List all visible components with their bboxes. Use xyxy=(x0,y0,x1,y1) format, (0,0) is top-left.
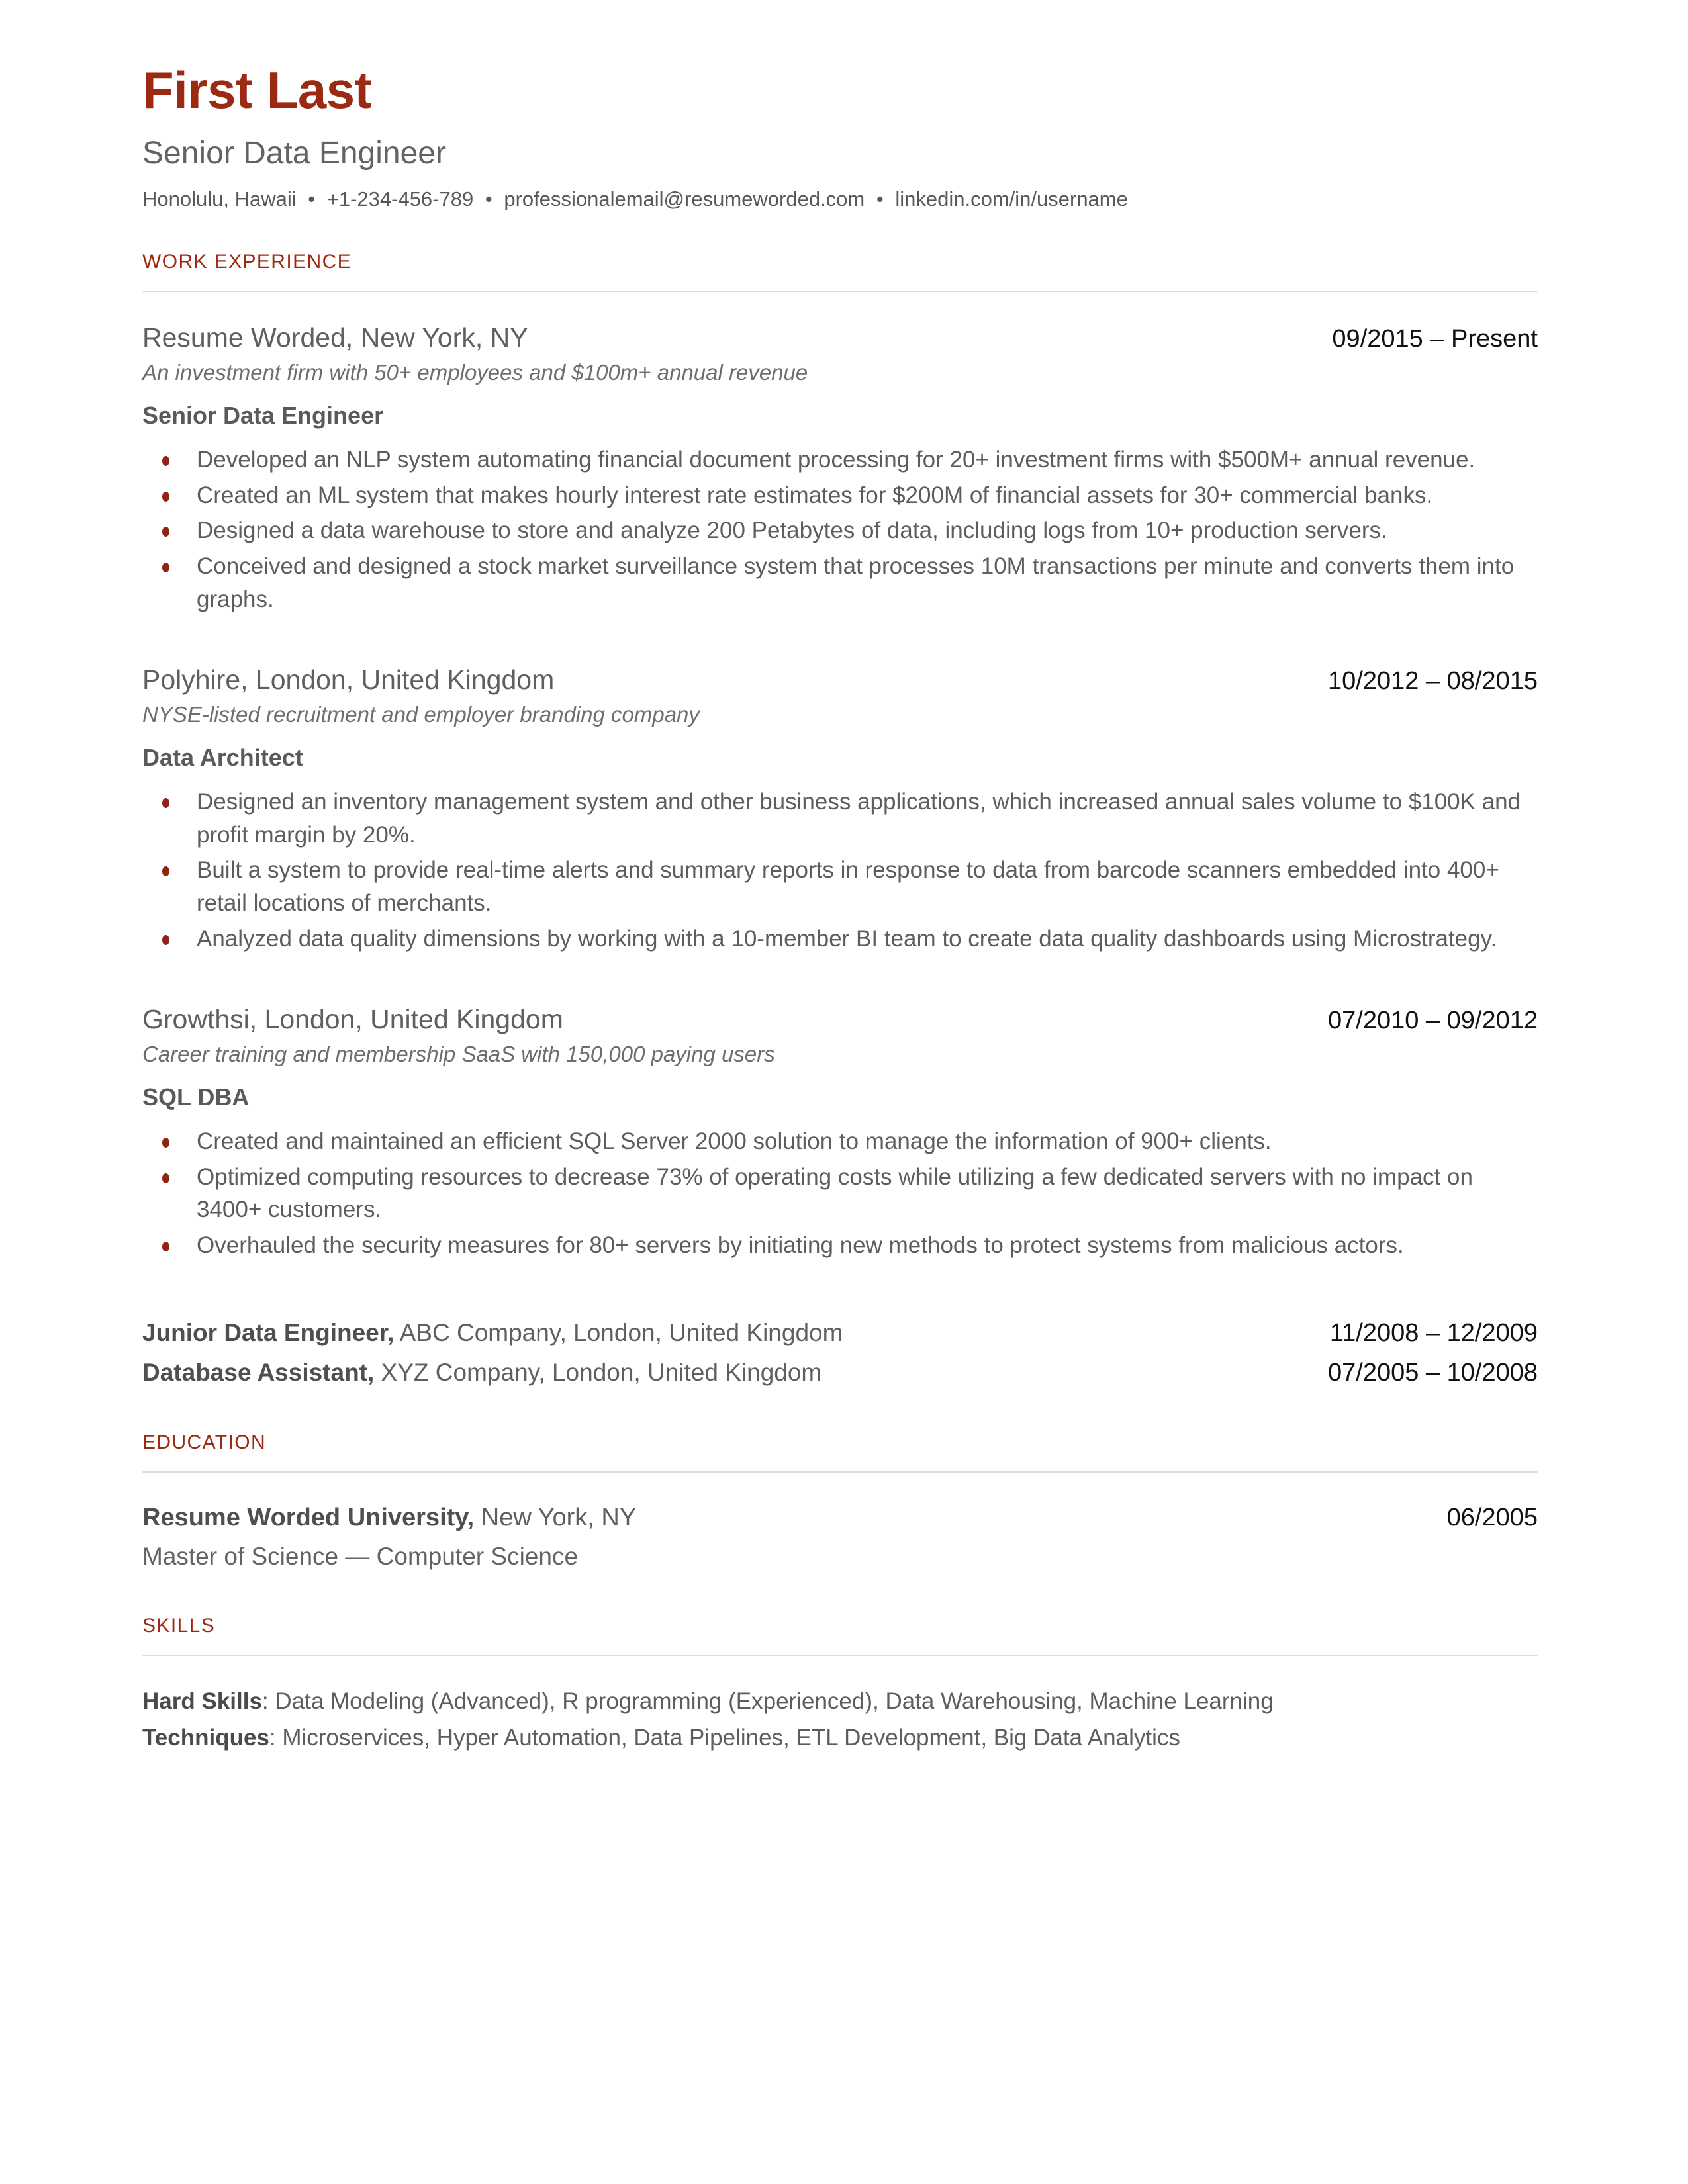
job-bullet-text: Designed a data warehouse to store and analyze 200 Petabytes of data, including logs from 10+ production servers. xyxy=(197,518,1387,544)
spacer xyxy=(142,1572,1538,1615)
job-title: Junior Data Engineer, xyxy=(142,1318,395,1346)
job-company: Polyhire, London, United Kingdom xyxy=(142,664,555,696)
section-divider xyxy=(142,1655,1538,1656)
bullet-dot-icon xyxy=(162,935,169,945)
contact-phone: +1-234-456-789 xyxy=(326,187,474,211)
job-dates: 09/2015 – Present xyxy=(1332,325,1538,353)
contact-separator-icon: • xyxy=(485,187,492,211)
job-bullet-list xyxy=(142,1125,1538,1262)
contact-separator-icon: • xyxy=(308,187,316,211)
education-date: 06/2005 xyxy=(1446,1503,1538,1531)
job-dates: 10/2012 – 08/2015 xyxy=(1328,667,1538,696)
job-bullet xyxy=(142,1161,1538,1226)
education-degree: Master of Science — Computer Science xyxy=(142,1543,579,1570)
job-company: Growthsi, London, United Kingdom xyxy=(142,1004,563,1035)
bullet-dot-icon xyxy=(162,563,169,572)
job-company: Resume Worded, New York, NY xyxy=(142,322,528,353)
spacer xyxy=(142,966,1538,1003)
contact-separator-icon: • xyxy=(876,187,884,211)
job-bullet-text: Created an ML system that makes hourly interest rate estimates for $200M of financial assets for 30+ commercial banks. xyxy=(197,482,1433,508)
spacer xyxy=(142,626,1538,663)
job-header-row xyxy=(142,1003,1538,1036)
job-bullet xyxy=(142,550,1538,615)
spacer xyxy=(142,1273,1538,1310)
skill-values: : Microservices, Hyper Automation, Data Pipelines, ETL Development, Big Data Analytics xyxy=(269,1724,1180,1751)
job-header-row xyxy=(142,321,1538,355)
job-bullet xyxy=(142,854,1538,919)
section-heading-work-experience: WORK EXPERIENCE xyxy=(142,251,352,273)
spacer xyxy=(142,1389,1538,1432)
job-bullet xyxy=(142,923,1538,956)
job-bullet-text: Optimized computing resources to decrease 73% of operating costs while utilizing a few dedicated servers with no impact on 3400+ customers. xyxy=(197,1163,1473,1223)
job-bullet-text: Created and maintained an efficient SQL Server 2000 solution to manage the information of 900+ clients. xyxy=(197,1128,1272,1155)
contact-linkedin[interactable]: linkedin.com/in/username xyxy=(895,187,1128,211)
skill-row xyxy=(142,1721,1538,1755)
job-header-row xyxy=(142,663,1538,697)
bullet-dot-icon xyxy=(162,1242,169,1251)
job-dates: 11/2008 – 12/2009 xyxy=(1329,1318,1538,1347)
contact-line xyxy=(142,186,1538,212)
skill-category-label: Hard Skills xyxy=(142,1688,262,1715)
job-title: Data Architect xyxy=(142,744,303,772)
job-bullet-list xyxy=(142,443,1538,615)
bullet-dot-icon xyxy=(162,1138,169,1148)
job-entry-compact xyxy=(142,1316,1538,1349)
job-bullet-text: Conceived and designed a stock market surveillance system that processes 10M transactions per minute and converts them into graphs. xyxy=(197,553,1515,612)
resume-header xyxy=(142,61,1538,212)
job-company: ABC Company, London, United Kingdom xyxy=(394,1318,843,1346)
bullet-dot-icon xyxy=(162,798,169,808)
job-dates: 07/2005 – 10/2008 xyxy=(1328,1358,1538,1387)
job-bullet xyxy=(142,1229,1538,1262)
education-entry xyxy=(142,1502,1538,1572)
contact-email[interactable]: professionalemail@resumeworded.com xyxy=(504,187,865,211)
job-bullet-list xyxy=(142,786,1538,955)
contact-location: Honolulu, Hawaii xyxy=(142,187,297,211)
job-company-description: An investment firm with 50+ employees and $100m+ annual revenue xyxy=(142,359,808,385)
job-bullet xyxy=(142,786,1538,851)
candidate-headline: Senior Data Engineer xyxy=(142,135,446,171)
job-bullet-text: Overhauled the security measures for 80+ servers by initiating new methods to protect systems from malicious actors. xyxy=(197,1232,1404,1259)
job-title: SQL DBA xyxy=(142,1083,250,1111)
job-company: XYZ Company, London, United Kingdom xyxy=(374,1358,822,1386)
job-bullet xyxy=(142,479,1538,512)
job-dates: 07/2010 – 09/2012 xyxy=(1328,1007,1538,1035)
job-bullet xyxy=(142,1125,1538,1158)
bullet-dot-icon xyxy=(162,456,169,466)
job-company-description: NYSE-listed recruitment and employer branding company xyxy=(142,702,700,727)
job-title: Database Assistant, xyxy=(142,1358,375,1386)
job-compact-label xyxy=(142,1316,843,1349)
education-school xyxy=(142,1502,636,1534)
skill-row xyxy=(142,1685,1538,1719)
skill-values: : Data Modeling (Advanced), R programming (Experienced), Data Warehousing, Machine Learning xyxy=(261,1688,1274,1715)
education-school-location: New York, NY xyxy=(474,1503,637,1531)
bullet-dot-icon xyxy=(162,866,169,876)
job-title: Senior Data Engineer xyxy=(142,402,384,430)
job-entry xyxy=(142,321,1538,615)
section-heading-education: EDUCATION xyxy=(142,1431,267,1453)
section-divider xyxy=(142,291,1538,292)
candidate-name: First Last xyxy=(142,61,372,119)
job-company-description: Career training and membership SaaS with 150,000 paying users xyxy=(142,1041,775,1066)
job-bullet xyxy=(142,514,1538,547)
job-bullet-text: Built a system to provide real-time alerts and summary reports in response to data from barcode scanners embedded into 400+ retail locations of merchants. xyxy=(197,857,1499,917)
bullet-dot-icon xyxy=(162,527,169,537)
education-school-name: Resume Worded University, xyxy=(142,1503,475,1531)
job-bullet-text: Developed an NLP system automating financial document processing for 20+ investment firms with $500M+ annual revenue. xyxy=(197,446,1476,473)
job-bullet-text: Designed an inventory management system and other business applications, which increased annual sales volume to $100K and profit margin by 20%. xyxy=(197,789,1521,848)
job-compact-label xyxy=(142,1356,821,1389)
job-entry xyxy=(142,663,1538,955)
section-divider xyxy=(142,1471,1538,1473)
bullet-dot-icon xyxy=(162,1173,169,1183)
job-bullet xyxy=(142,443,1538,477)
section-heading-skills: SKILLS xyxy=(142,1615,216,1637)
job-entry xyxy=(142,1003,1538,1261)
skill-category-label: Techniques xyxy=(142,1724,269,1751)
job-entry-compact xyxy=(142,1356,1538,1389)
education-header-row xyxy=(142,1502,1538,1534)
job-bullet-text: Analyzed data quality dimensions by working with a 10-member BI team to create data quality dashboards using Microstrategy. xyxy=(197,925,1497,952)
bullet-dot-icon xyxy=(162,492,169,502)
